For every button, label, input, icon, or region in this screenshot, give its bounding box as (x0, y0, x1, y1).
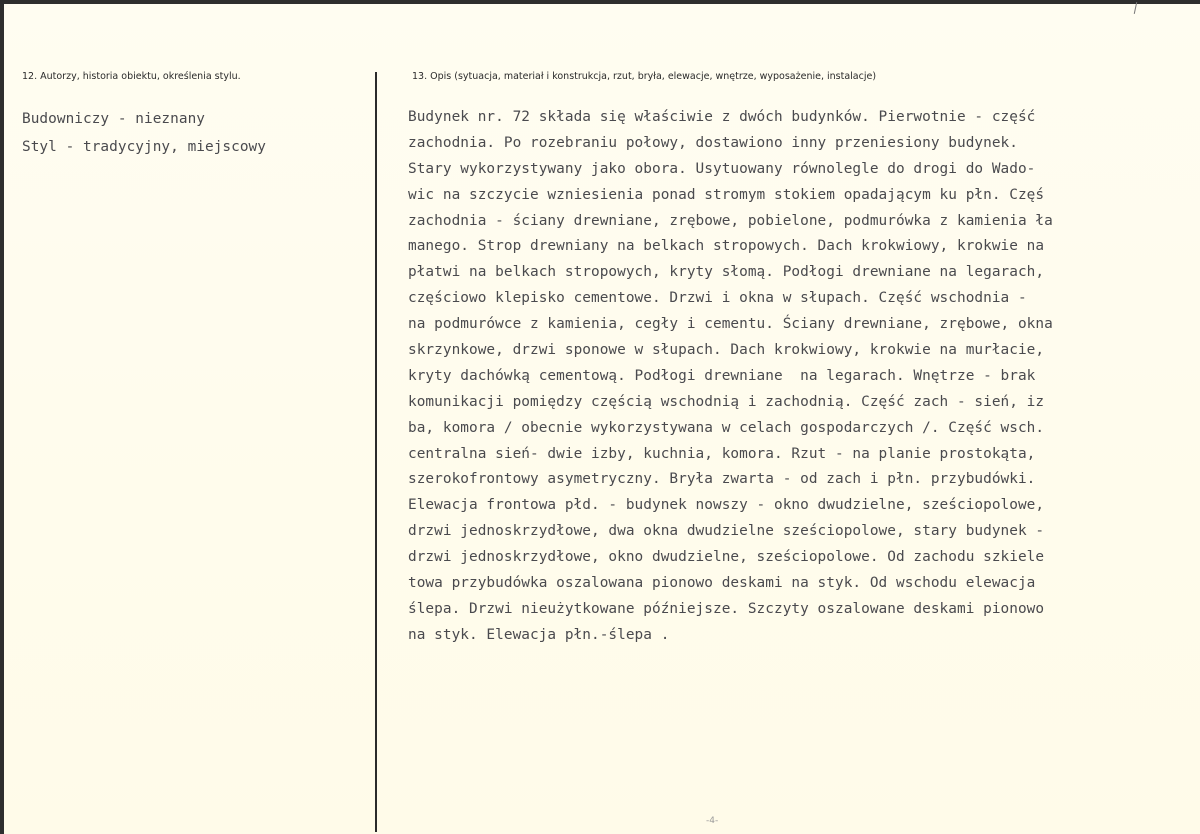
text-line: na podmurówce z kamienia, cegły i cementu. Ściany drewniane, zrębowe, okna (408, 316, 1053, 333)
text-line: centralna sień- dwie izby, kuchnia, komora. Rzut - na planie prostokąta, (408, 445, 1036, 462)
authors-text (22, 105, 266, 161)
text-line: manego. Strop drewniany na belkach stropowych. Dach krokwiowy, krokwie na (408, 238, 1045, 255)
description-section-heading: 13. Opis (sytuacja, materiał i konstrukcja, rzut, bryła, elewacje, wnętrze, wyposażenie, instalacje) (412, 71, 877, 82)
text-line: ba, komora / obecnie wykorzystywana w celach gospodarczych /. Część wsch. (408, 419, 1045, 436)
text-line: częściowo klepisko cementowe. Drzwi i okna w słupach. Część wschodnia - (408, 290, 1027, 307)
authors-section-heading: 12. Autorzy, historia obiektu, określenia stylu. (22, 71, 241, 82)
text-line: drzwi jednoskrzydłowe, okno dwudzielne, sześciopolowe. Od zachodu szkiele (408, 549, 1045, 566)
left-edge (0, 0, 4, 834)
text-line: zachodnia - ściany drewniane, zrębowe, pobielone, podmurówka z kamienia ła (408, 212, 1053, 229)
text-line: kryty dachówką cementową. Podłogi drewniane na legarach. Wnętrze - brak (408, 367, 1036, 384)
text-line: ślepa. Drzwi nieużytkowane późniejsze. Szczyty oszalowane deskami pionowo (408, 600, 1045, 617)
top-edge (0, 0, 1200, 4)
page-number: -4- (706, 816, 719, 826)
text-line: drzwi jednoskrzydłowe, dwa okna dwudzielne sześciopolowe, stary budynek - (408, 523, 1045, 540)
text-line: płatwi na belkach stropowych, kryty słomą. Podłogi drewniane na legarach, (408, 264, 1045, 281)
text-line: Elewacja frontowa płd. - budynek nowszy - okno dwudzielne, sześciopolowe, (408, 497, 1045, 514)
text-line: wic na szczycie wzniesienia ponad stromym stokiem opadającym ku płn. Częś (408, 186, 1045, 203)
text-line: na styk. Elewacja płn.-ślepa . (408, 626, 670, 643)
column-divider (375, 72, 377, 832)
text-line: towa przybudówka oszalowana pionowo deskami na styk. Od wschodu elewacja (408, 575, 1036, 592)
text-line: Budowniczy - nieznany (22, 111, 205, 127)
text-line: zachodnia. Po rozebraniu połowy, dostawiono inny przeniesiony budynek. (408, 134, 1018, 151)
text-line: skrzynkowe, drzwi sponowe w słupach. Dach krokwiowy, krokwie na murłacie, (408, 342, 1045, 359)
text-line: szerokofrontowy asymetryczny. Bryła zwarta - od zach i płn. przybudówki. (408, 471, 1036, 488)
description-text (408, 105, 1053, 649)
text-line: Stary wykorzystywany jako obora. Usytuowany równolegle do drogi do Wado- (408, 160, 1036, 177)
text-line: Budynek nr. 72 składa się właściwie z dwóch budynków. Pierwotnie - część (408, 109, 1036, 125)
text-line: Styl - tradycyjny, miejscowy (22, 139, 266, 155)
text-line: komunikacji pomiędzy częścią wschodnią i zachodnią. Część zach - sień, iz (408, 393, 1045, 410)
